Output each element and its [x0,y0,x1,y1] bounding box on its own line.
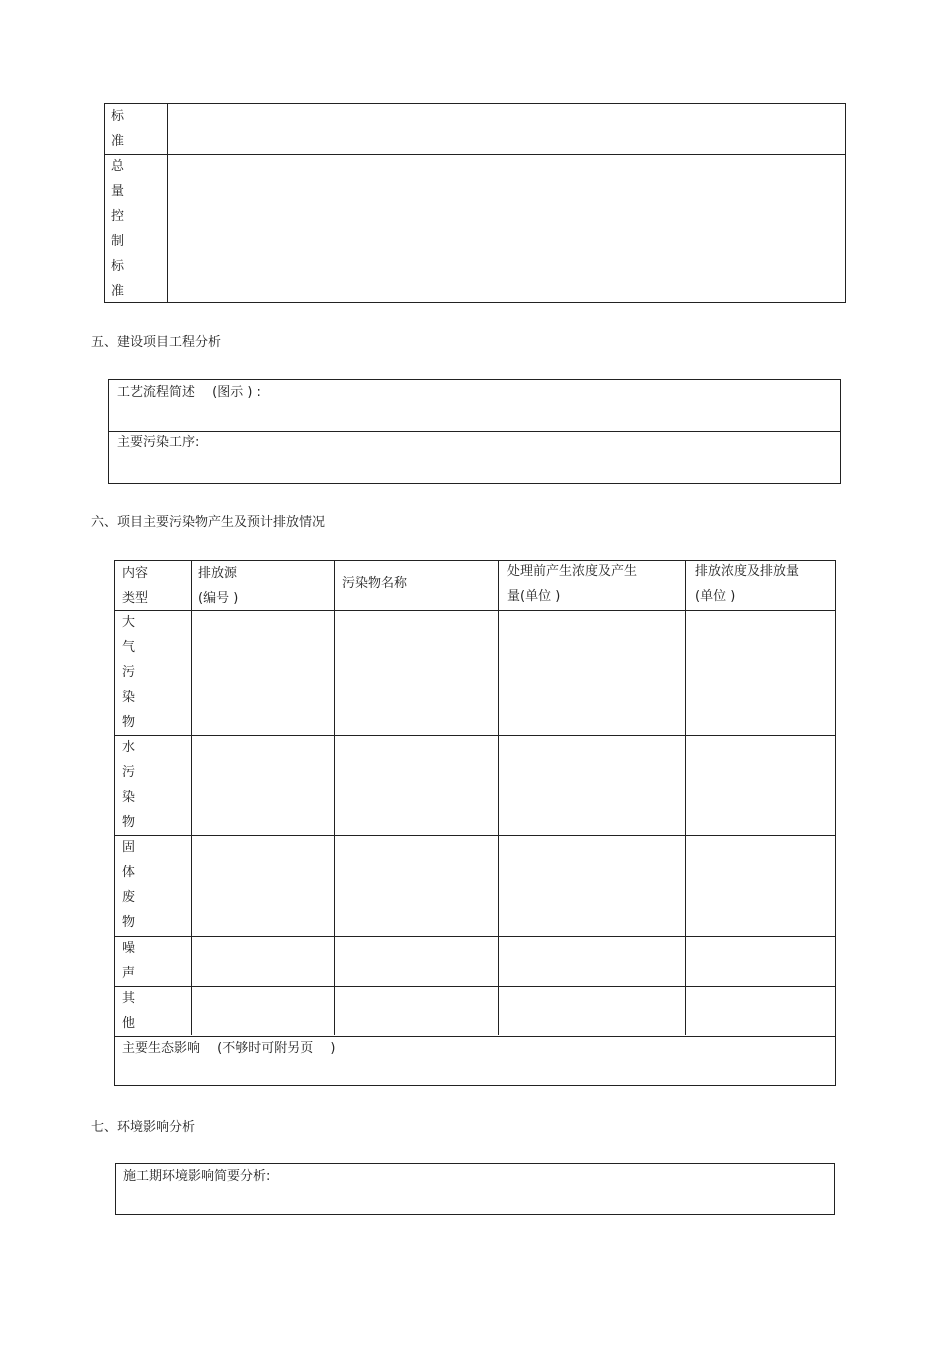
header-pollutant-name: 污染物名称 [342,576,408,591]
row-label-air-pollutants: 大 气 污 染 物 [122,615,136,730]
header-content-type: 内容 类型 [122,566,149,606]
pollutant-table [114,560,836,1086]
col-divider-3 [498,561,499,1035]
row-label-noise: 噪 声 [122,941,136,981]
section-5-heading: 五、建设项目工程分析 [91,335,222,350]
construction-impact-label: 施工期环境影响简要分析: [123,1169,271,1184]
engineering-analysis-table [108,379,841,484]
row-label-other: 其 他 [122,991,136,1031]
environmental-impact-table [115,1163,835,1215]
standards-row-label: 标 准 [111,109,125,149]
header-before-treatment: 处理前产生浓度及产生 量(单位 ) [507,564,638,604]
col-divider-1 [191,561,192,1035]
standards-content-cell[interactable] [168,104,845,154]
engineering-table-row-divider [109,431,840,432]
total-control-content-cell[interactable] [168,155,845,302]
col-divider-4 [685,561,686,1035]
row-divider-solid [115,936,835,937]
header-emission-source: 排放源 (编号 ) [198,566,239,606]
ecological-impact-label: 主要生态影响 (不够时可附另页 ) [122,1041,336,1056]
section-6-heading: 六、项目主要污染物产生及预计排放情况 [91,515,326,530]
total-control-standards-label: 总 量 控 制 标 准 [111,159,125,299]
row-divider-air [115,735,835,736]
row-label-water-pollutants: 水 污 染 物 [122,740,136,830]
row-divider-noise [115,986,835,987]
process-description-label: 工艺流程简述 (图示 ) : [117,385,261,400]
section-7-heading: 七、环境影响分析 [91,1120,196,1135]
standards-table [104,103,846,303]
row-divider-water [115,835,835,836]
row-label-solid-waste: 固 体 废 物 [122,840,136,930]
col-divider-2 [334,561,335,1035]
header-emission-concentration: 排放浓度及排放量 (单位 ) [695,564,800,604]
main-pollution-process-label: 主要污染工序: [117,435,200,450]
